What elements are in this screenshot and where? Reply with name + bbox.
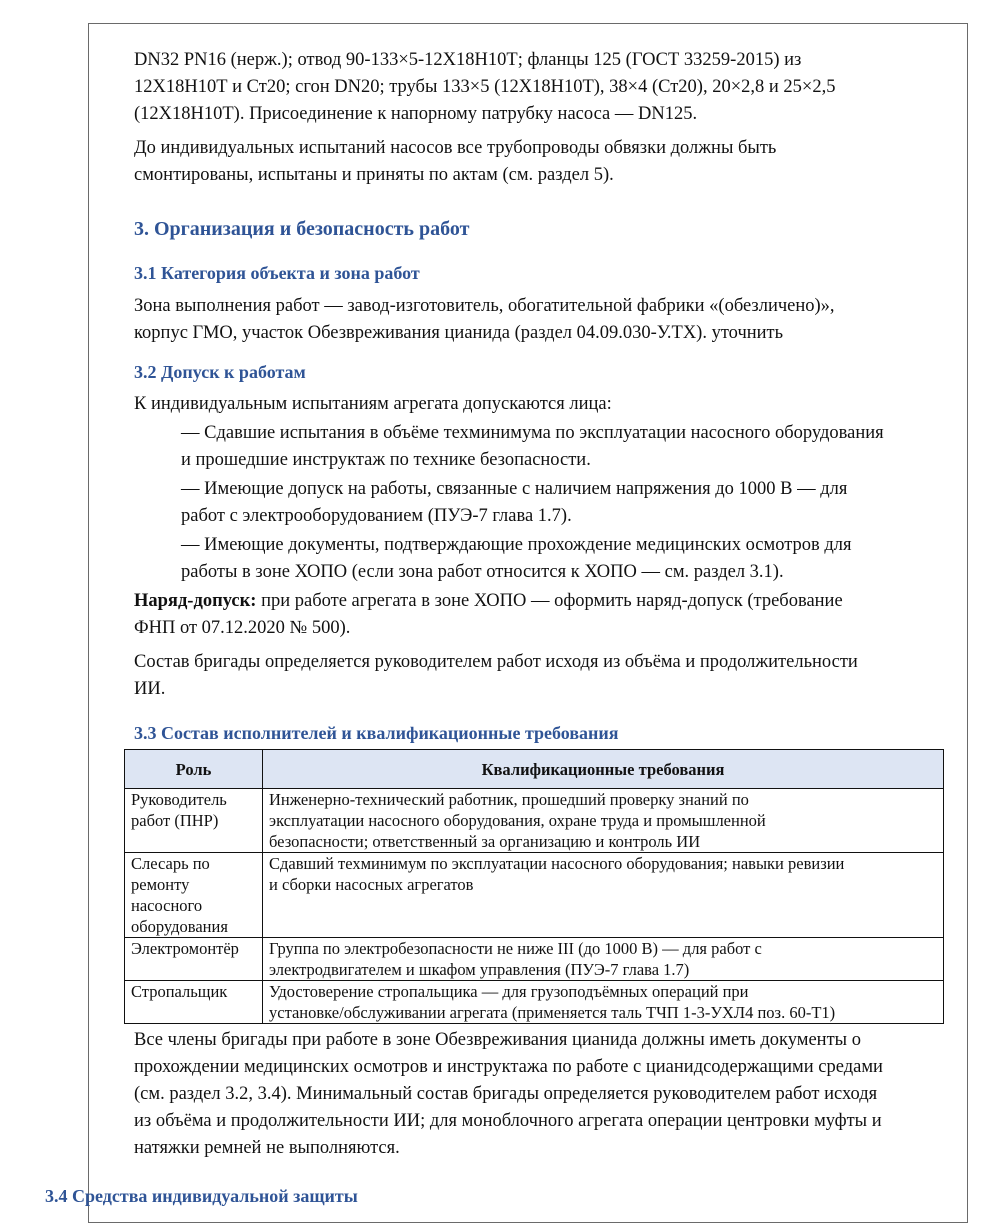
table-row [125,853,944,938]
qualification-table [124,749,944,1024]
requirements-cell: Инженерно-технический работник, прошедший проверку знаний по эксплуатации насосного оборудования, охране труда и промышленной безопасности; ответственный за организацию и контроль ИИ [263,789,944,853]
crew-requirements-paragraph: Все члены бригады при работе в зоне Обезвреживания цианида должны иметь документы о прохождении медицинских осмотров и инструктажа по работе с цианидсодержащими средами (см. раздел 3.2, 3.4). Минимальный состав бригады определяется руководителем работ исходя из объёма и продолжительности ИИ; для моноблочного агрегата операции центровки муфты и натяжки ремней не выполняются. [134,1030,883,1158]
table-row [125,981,944,1024]
table-row [125,789,944,853]
section-3-heading: 3. Организация и безопасность работ [134,218,470,240]
table-header-row [125,750,944,789]
section-3-1-heading: 3.1 Категория объекта и зона работ [134,263,420,283]
admission-lead: К индивидуальным испытаниям агрегата допускаются лица: [134,394,612,414]
requirements-cell: Группа по электробезопасности не ниже III (до 1000 В) — для работ с электродвигателем и шкафом управления (ПУЭ-7 глава 1.7) [263,938,944,981]
table-row [125,938,944,981]
header-role: Роль [125,750,263,789]
document-page [88,23,968,1223]
role-cell: Слесарь по ремонту насосного оборудования [125,853,263,938]
piping-note-paragraph: До индивидуальных испытаний насосов все трубопроводы обвязки должны быть смонтированы, испытаны и приняты по актам (см. раздел 5). [134,138,777,185]
header-requirements: Квалификационные требования [263,750,944,789]
section-3-4-heading: 3.4 Средства индивидуальной защиты [45,1186,358,1206]
role-cell: Стропальщик [125,981,263,1024]
admission-item-2: — Имеющие допуск на работы, связанные с наличием напряжения до 1000 В — для работ с электрооборудованием (ПУЭ-7 глава 1.7). [181,479,848,526]
section-3-3-heading: 3.3 Состав исполнителей и квалификационные требования [134,723,619,743]
section-3-2-heading: 3.2 Допуск к работам [134,362,306,382]
document-content [131,47,956,1162]
role-cell: Руководитель работ (ПНР) [125,789,263,853]
requirements-cell: Удостоверение стропальщика — для грузоподъёмных операций при установке/обслуживании агрегата (применяется таль ТЧП 1-3-УХЛ4 поз. 60-Т1) [263,981,944,1024]
work-zone-paragraph: Зона выполнения работ — завод-изготовитель, обогатительной фабрики «(обезличено)», корпус ГМО, участок Обезвреживания цианида (раздел 04.09.030-У.ТХ). уточнить [134,296,835,343]
admission-item-3: — Имеющие документы, подтверждающие прохождение медицинских осмотров для работы в зоне ХОПО (если зона работ относится к ХОПО — см. раздел 3.1). [181,535,852,582]
role-cell: Электромонтёр [125,938,263,981]
crew-paragraph: Состав бригады определяется руководителем работ исходя из объёма и продолжительности ИИ. [134,652,858,699]
admission-item-1: — Сдавшие испытания в объёме техминимума по эксплуатации насосного оборудования и прошедшие инструктаж по технике безопасности. [181,423,884,470]
requirements-cell: Сдавший техминимум по эксплуатации насосного оборудования; навыки ревизии и сборки насосных агрегатов [263,853,944,938]
work-permit-label: Наряд-допуск: [134,591,257,611]
work-permit-paragraph: Наряд-допуск: при работе агрегата в зоне ХОПО — оформить наряд-допуск (требование ФНП от 07.12.2020 № 500). [134,591,843,638]
pipe-spec-paragraph: DN32 PN16 (нерж.); отвод 90-133×5-12Х18Н10Т; фланцы 125 (ГОСТ 33259-2015) из 12Х18Н10Т и Ст20; сгон DN20; трубы 133×5 (12Х18Н10Т), 38×4 (Ст20), 20×2,8 и 25×2,5 (12Х18Н10Т). Присоединение к напорному патрубку насоса — DN125. [134,50,836,124]
